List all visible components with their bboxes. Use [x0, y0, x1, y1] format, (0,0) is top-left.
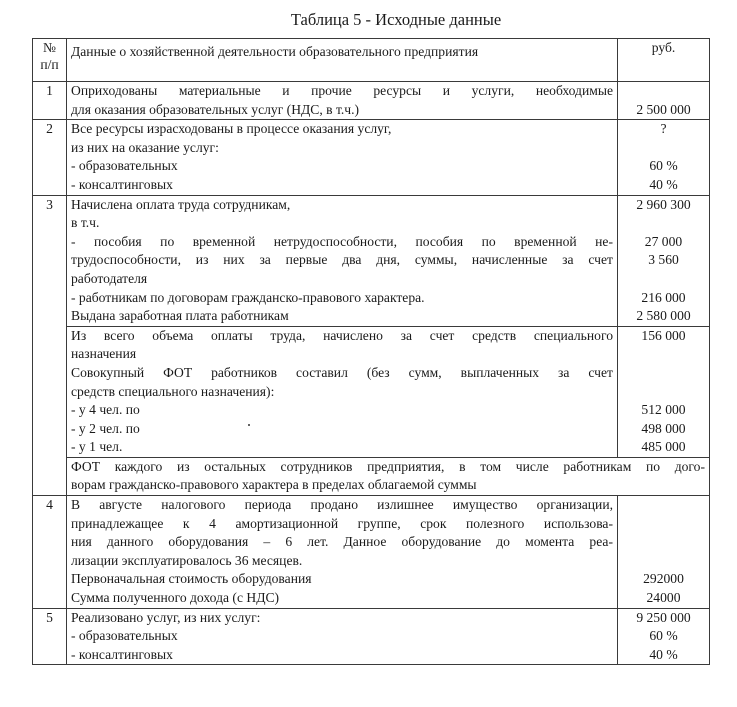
row-number: 5: [33, 608, 67, 665]
row-number: 4: [33, 496, 67, 609]
row-description: Оприходованы материальные и прочие ресурсы и услуги, необходимые для оказания образовательных услуг (НДС, в т.ч.): [67, 82, 618, 120]
table-row: [33, 120, 710, 195]
source-data-table: [32, 38, 710, 665]
row-description: ФОТ каждого из остальных сотрудников предприятия, в том числе работникам по дого- ворам гражданско-правового характера в пределах облагаемой суммы: [67, 457, 710, 495]
row-description: Все ресурсы израсходованы в процессе оказания услуг, из них на оказание услуг: - образовательных - консалтинговых: [67, 120, 618, 195]
table-header-row: [33, 39, 710, 82]
row-value: 292000 24000: [618, 496, 710, 609]
table-row: [33, 326, 710, 457]
table-row: [33, 82, 710, 120]
row-description: Начислена оплата труда сотрудникам, в т.ч. - пособия по временной нетрудоспособности, пособия по временной не- трудоспособности, из них за первые два дня, суммы, начисленные за счет работодателя - работникам по договорам гражданско-правового характера. Выдана заработная плата работникам: [67, 195, 618, 326]
row-value: 9 250 000 60 % 40 %: [618, 608, 710, 665]
row-description: Реализовано услуг, из них услуг: - образовательных - консалтинговых: [67, 608, 618, 665]
row-value: 2 500 000: [618, 82, 710, 120]
row-number: 1: [33, 82, 67, 120]
row-number: 2: [33, 120, 67, 195]
table-row: [33, 608, 710, 665]
table-row: [33, 457, 710, 495]
row-description: Из всего объема оплаты труда, начислено за счет средств специального назначения Совокупный ФОТ работников составил (без сумм, выплаченных за счет средств специального назначения): - у 4 чел. по - у 2 чел. по - у 1 чел.: [67, 326, 618, 457]
row-description: В августе налогового периода продано излишнее имущество организации, принадлежащее к 4 амортизационной группе, срок полезного использова- ния данного оборудования – 6 лет. Данное оборудование до момента реа- лизации эксплуатировалось 36 месяцев. Первоначальная стоимость оборудования Сумма полученного дохода (с НДС): [67, 496, 618, 609]
row-value: ? 60 % 40 %: [618, 120, 710, 195]
scan-speck: [248, 424, 250, 426]
table-row: [33, 496, 710, 609]
header-num-cell: № п/п: [33, 39, 67, 82]
header-description-cell: Данные о хозяйственной деятельности образовательного предприятия: [67, 39, 618, 82]
table-title: Таблица 5 - Исходные данные: [290, 10, 502, 29]
row-number: 3: [33, 195, 67, 496]
table-row: [33, 195, 710, 326]
header-unit-cell: руб.: [618, 39, 710, 82]
row-value: 2 960 300 27 000 3 560 216 000 2 580 000: [618, 195, 710, 326]
row-value: 156 000 512 000 498 000 485 000: [618, 326, 710, 457]
